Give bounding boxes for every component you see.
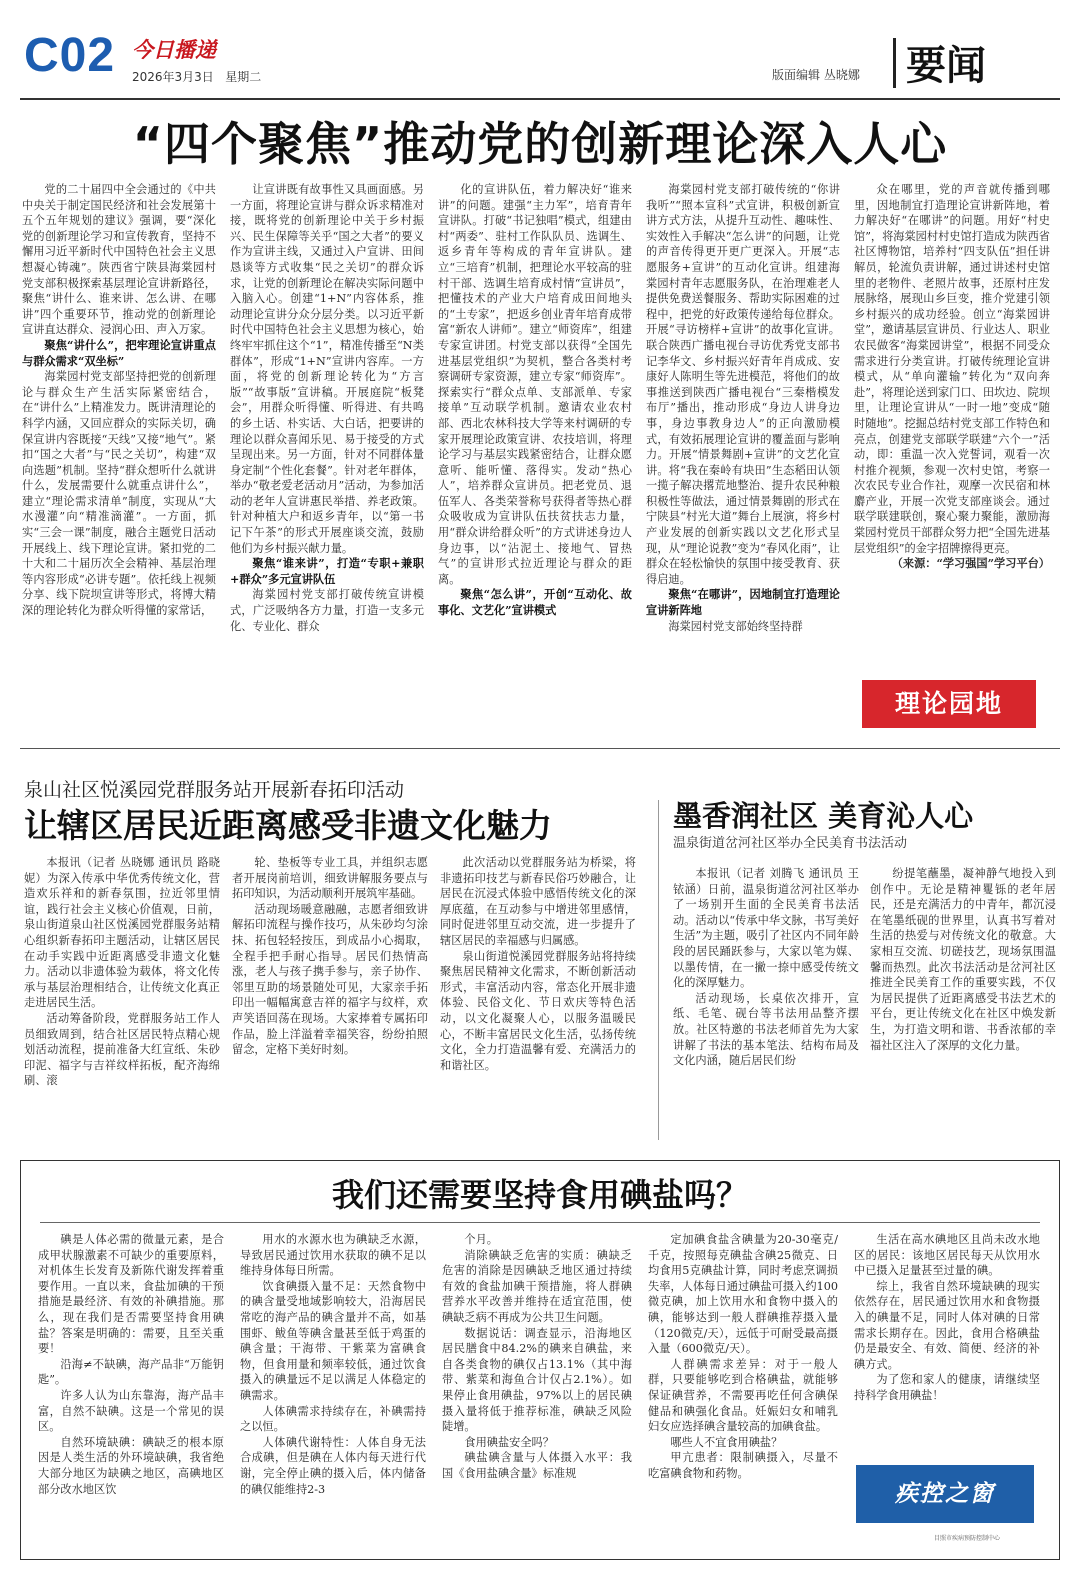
subheading: 聚焦“怎么讲”，开创“互动化、故事化、文艺化”宣讲模式 [438, 587, 632, 618]
page-number: C02 [24, 29, 116, 82]
paragraph: 用水的水源水也为碘缺乏水源，导致居民通过饮用水获取的碘不足以维持身体每日所需。 [240, 1233, 426, 1278]
weekday-text: 星期二 [225, 70, 262, 84]
paragraph: 甲亢患者：限制碘摄入，尽量不吃富碘食物和药物。 [648, 1451, 838, 1480]
article1-column-5 [854, 182, 1050, 672]
subheading: 聚焦“讲什么”，把牢理论宣讲重点与群众需求“双坐标” [22, 337, 216, 368]
paragraph: 消除碘缺乏危害的实质：碘缺乏危害的消除是因碘缺乏地区通过持续有效的食盐加碘干预措施，将人群碘营养水平改善并维持在适宜范围，使碘缺乏病不再成为公共卫生问题。 [442, 1248, 632, 1324]
section-title: 要闻 [906, 43, 986, 89]
article3-subtitle: 温泉街道岔河社区举办全民美育书法活动 [673, 836, 908, 851]
paragraph: 本报讯（记者 丛晓娜 通讯员 路晓妮）为深入传承中华优秀传统文化，营造欢乐祥和的新春氛围，拉近邻里情谊，践行社会主义核心价值观，日前，泉山街道泉山社区悦溪园党群服务站精心组织新春拓印主题活动，让辖区居民在动手实践中近距离感受非遗文化魅力。活动以非遗体验为载体，将文化传承与基层治理相结合，让传统文化真正走进居民生活。 [24, 856, 220, 1010]
paragraph: 许多人认为山东靠海，海产品丰富，自然不缺碘。这是一个常见的误区。 [38, 1388, 224, 1434]
subheading: 聚焦“在哪讲”，因地制宜打造理论宣讲新阵地 [646, 587, 840, 618]
paragraph: 海棠园村党支部打破传统的“你讲我听”“照本宣科”式宣讲，积极创新宣讲方式方法，从提升互动性、趣味性、实效性入手解决“怎么讲”的问题，让党的声音传得更开更广更深入。开展“志愿服务+宣讲”的互动化宣讲。组建海棠园村青年志愿服务队，在治理难老人提供免费送餐服务、帮助实际困难的过程中，把党的好政策传递给每位群众。开展“寻访榜样+宣讲”的故事化宣讲。联合陕西广播电视台寻访优秀党支部书记李华文、乡村振兴好青年肖成成、安康好人陈明生等先进模范，将他们的故事推送到陕西广播电视台“三秦楷模发布厅”播出，推动形成“身边人讲身边事，身边事教身边人”的正向激励模式，有效拓展理论宣讲的覆盖面与影响力。开展“情景舞剧+宣讲”的文艺化宣讲。将“我在秦岭有块田”生态稻田认领一揽子解决撂荒地整治、提升农民种粮积极性等做法，通过情景舞剧的形式在宁陕县“村光大道”舞台上展演，将乡村产业发展的创新实践以文艺化形式呈现，从“理论说教”变为“春风化雨”，让群众在轻松愉快的氛围中接受教育、获得启迪。 [646, 183, 840, 586]
date-text: 2026年3月3日 [132, 70, 214, 84]
cdc-logo-caption: 目照市疾病预防控制中心 [934, 1535, 1001, 1542]
theory-garden-badge: 理论园地 [862, 680, 1036, 728]
article3-column-1 [673, 866, 859, 1141]
paragraph: 海棠园村党支部始终坚持群 [668, 619, 803, 633]
article4-rule [40, 1222, 1040, 1223]
paragraph: 活动现场暖意融融，志愿者细致讲解拓印流程与操作技巧，从朱砂均匀涂抹、拓包轻轻按压，到成品小心揭取，全程手把手耐心指导。居民们热情高涨，老人与孩子携手参与，亲子协作、邻里互助的场景随处可见，大家亲手拓印出一幅幅寓意吉祥的福字与纹样，欢声笑语回荡在现场。大家捧着专属拓印作品，脸上洋溢着幸福笑容，纷纷拍照留念，定格下美好时刻。 [232, 902, 428, 1057]
article1-column-3 [438, 182, 632, 732]
paragraph: 活动现场，长桌依次排开，宣纸、毛笔、砚台等书法用品整齐摆放。社区特邀的书法老师首先为大家讲解了书法的基本笔法、结构布局及文化内涵，随后居民们纷 [673, 991, 859, 1068]
article2-column-1 [24, 855, 220, 1145]
paragraph: 食用碘盐安全吗？ [464, 1435, 554, 1449]
paragraph: 碘盐碘含量与人体摄入水平：我国《食用盐碘含量》标准规 [442, 1451, 632, 1480]
paragraph: 泉山街道悦溪园党群服务站将持续聚焦居民精神文化需求，不断创新活动形式，丰富活动内容，常态化开展非遗体验、民俗文化、节日欢庆等特色活动，以文化凝聚人心，以服务温暖民心，不断丰富居民文化生活，弘扬传统文化，全力打造温馨有爱、充满活力的和谐社区。 [440, 949, 636, 1072]
paper-name-logo: 今日播递 [132, 37, 216, 62]
header-rule [20, 98, 1060, 100]
article2-headline: 让辖区居民近距离感受非遗文化魅力 [24, 806, 552, 845]
article4-headline: 我们还需要坚持食用碘盐吗？ [331, 1176, 748, 1214]
article4-column-5 [854, 1232, 1040, 1457]
paragraph: 饮食碘摄入量不足：天然食物中的碘含量受地域影响较大，沿海居民常吃的海产品的碘含量并不高，如基围虾、鲅鱼等碘含量甚至低于鸡蛋的碘含量；干海带、干紫菜为富碘食物，但食用量和频率较低，通过饮食摄入的碘量远不足以满足人体稳定的碘需求。 [240, 1279, 426, 1402]
paragraph: 综上，我省自然环境缺碘的现实依然存在，居民通过饮用水和食物摄入的碘量不足，同时人体对碘的日常需求长期存在。因此，食用合格碘盐仍是最安全、有效、简便、经济的补碘方式。 [854, 1279, 1040, 1371]
column-divider [658, 800, 659, 1140]
paragraph: 沿海≠不缺碘，海产品非“万能钥匙”。 [38, 1357, 224, 1387]
paragraph: 定加碘食盐含碘量为20-30毫克/千克，按照每克碘盐含碘25微克、日均食用5克碘盐计算，同时考虑烹调损失率，人体每日通过碘盐可摄入约100微克碘，加上饮用水和食物中摄入的碘，能够达到一般人群碘推荐摄入量（120微克/天），远低于可耐受最高摄入量（600微克/天）。 [648, 1233, 838, 1356]
article4-column-4 [648, 1232, 838, 1552]
article4-column-2 [240, 1232, 426, 1552]
paragraph: 哪些人不宜食用碘盐？ [670, 1435, 783, 1449]
paragraph: 人体碘需求持续存在，补碘需持之以恒。 [240, 1404, 426, 1434]
article1-column-1 [22, 182, 216, 732]
article3-column-2 [870, 866, 1056, 1141]
paragraph: 个月。 [464, 1233, 498, 1246]
paragraph: 碘是人体必需的微量元素，是合成甲状腺激素不可缺少的重要原料，对机体生长发育及新陈代谢发挥着重要作用。一直以来，食盐加碘的干预措施是最经济、有效的补碘措施。那么，现在我们是否需要坚持食用碘盐？答案是明确的：需要，且至关重要！ [38, 1233, 224, 1356]
source-credit: （来源：“学习强国”学习平台） [891, 556, 1050, 571]
paragraph: 党的二十届四中全会通过的《中共中央关于制定国民经济和社会发展第十五个五年规划的建议》强调，要“深化党的创新理论学习和宣传教育，坚持不懈用习近平新时代中国特色社会主义思想凝心铸魂”。陕西省宁陕县海棠园村党支部积极探索基层理论宣讲新路径，聚焦“讲什么、谁来讲、怎么讲、在哪讲”四个重要环节，推动党的创新理论宣讲直达群众、浸润心田、声入万家。 [22, 183, 216, 337]
paragraph: 众在哪里，党的声音就传播到哪里，因地制宜打造理论宣讲新阵地，着力解决好“在哪讲”的问题。用好“村史馆”，将海棠园村村史馆打造成为陕西省社区博物馆，培养村“四支队伍”担任讲解员，轮流负责讲解，通过讲述村史馆里的老物件、老照片故事，还原村庄发展脉络，展现山乡巨变，推介党建引领乡村振兴的成功经验。创立“海棠园讲堂”，邀请基层宣讲员、行业达人、职业农民做客“海棠园讲堂”，根据不同受众需求进行分类宣讲。打破传统理论宣讲模式，从“单向灌输”转化为“双向奔赴”，将理论送到家门口、田坎边、院坝里，让理论宣讲从“一时一地”变成“随时随地”。挖掘总结村党支部工作特色和亮点，创建党支部联学联建“六个一”活动，即：重温一次入党誓词，观看一次村推介视频，参观一次村史馆，考察一次农民专业合作社，观摩一次民宿和林麝产业，开展一次党支部座谈会。通过联学联建联创，聚心聚力聚能，激励海棠园村党员干部群众努力把“全国先进基层党组织”的金字招牌擦得更亮。 [854, 183, 1050, 555]
section-divider [893, 38, 896, 88]
article4-column-1 [38, 1232, 224, 1552]
paragraph: 人群碘需求差异：对于一般人群，只要能够吃到合格碘盐，就能够保证碘营养，不需要再吃任何含碘保健品和碘强化食品。妊娠妇女和哺乳妇女应选择碘含量较高的加碘食盐。 [648, 1357, 838, 1434]
paragraph: 自然环境缺碘：碘缺乏的根本原因是人类生活的外环境缺碘，我省绝大部分地区为缺碘之地区，高碘地区部分改水地区饮 [38, 1435, 224, 1496]
paragraph: 海棠园村党支部打破传统宣讲模式，广泛吸纳各方力量，打造一支多元化、专业化、群众 [230, 588, 424, 633]
paragraph: 让宣讲既有故事性又具画面感。另一方面，将理论宣讲与群众诉求精准对接，既将党的创新理论中关于乡村振兴、民生保障等关乎“国之大者”的要义作为宣讲主线，又通过入户宣讲、田间恳谈等方式收集“民之关切”的群众诉求，让党的创新理论在解决实际问题中入脑入心。创建“1+N”内容体系，推动理论宣讲分众分层分类。以习近平新时代中国特色社会主义思想为核心，始终牢牢抓住这个“1”，精准传播至“N类群体”，形成“1+N”宣讲内容库。一方面，将党的创新理论转化为“方言版”“故事版”宣讲稿。开展庭院“板凳会”，用群众听得懂、听得进、有共鸣的乡土话、朴实话、大白话，把要讲的理论以群众喜闻乐见、易于接受的方式呈现出来。另一方面，针对不同群体量身定制“个性化套餐”。针对老年群体，举办“敬老爱老活动月”活动，为参加活动的老年人宣讲惠民举措、养老政策。针对种植大户和返乡青年，以“第一书记下午茶”的形式开展座谈交流，鼓励他们为乡村振兴献力量。 [230, 183, 424, 555]
paragraph: 纷提笔蘸墨，凝神静气地投入到创作中。无论是精神矍铄的老年居民，还是充满活力的中青年，都沉浸在笔墨纸砚的世界里，认真书写着对生活的热爱与对传统文化的敬意。大家相互交流、切磋技艺，现场氛围温馨而热烈。此次书法活动是岔河社区推进全民美育工作的重要实践，不仅为居民提供了近距离感受书法艺术的平台，更让传统文化在社区中焕发新生，为打造文明和谐、书香浓郁的幸福社区注入了深厚的文化力量。 [870, 867, 1056, 1052]
paragraph: 活动筹备阶段，党群服务站工作人员细致周到，结合社区居民特点精心规划活动流程，提前准备大红宣纸、朱砂印泥、福字与吉祥纹样拓板，配齐海绵刷、滚 [24, 1011, 220, 1088]
article3-headline: 墨香润社区 美育沁人心 [673, 799, 974, 833]
paragraph: 为了您和家人的健康，请继续坚持科学食用碘盐！ [854, 1373, 1040, 1402]
paragraph: 化的宣讲队伍，着力解决好“谁来讲”的问题。建强“主力军”，培育青年宣讲队。打破“书记独唱”模式，组建由村“两委”、驻村工作队队员、选调生、返乡青年等构成的青年宣讲队。建立“三培育”机制，把理论水平较高的驻村干部、选调生培育成村情“宣讲员”，把懂技术的产业大户培育成田间地头的“土专家”，把返乡创业青年培育成带富“新农人讲师”。建立“师资库”，组建专家宣讲团。村党支部以获得“全国先进基层党组织”为契机，整合各类村考察调研专家资源，建立专家“师资库”。探索实行“群众点单、支部派单、专家接单”互动联学机制。邀请农业农村部、西北农林科技大学等来村调研的专家开展理论政策宣讲、农技培训，将理论学习与基层实践紧密结合，让群众愿意听、能听懂、落得实。发动“热心人”，培养群众宣讲员。把老党员、退伍军人、各类荣誉称号获得者等热心群众吸收成为宣讲队伍扶贫扶志力量，用“群众讲给群众听”的方式讲述身边人身边事，以“沾泥土、接地气、冒热气”的宣讲形式拉近理论与群众的距离。 [438, 183, 632, 586]
issue-date [132, 68, 261, 85]
article2-kicker: 泉山社区悦溪园党群服务站开展新春拓印活动 [24, 779, 405, 801]
paragraph: 本报讯（记者 刘腾飞 通讯员 王铱涵）日前，温泉街道岔河社区举办了一场别开生面的全民美育书法活动。活动以“传承中华文脉，书写美好生活”为主题，吸引了社区内不同年龄段的居民踊跃参与，大家以笔为媒、以墨传情，在一撇一捺中感受传统文化的深厚魅力。 [673, 867, 859, 990]
article2-column-2 [232, 855, 428, 1145]
paragraph: 生活在高水碘地区且尚未改水地区的居民：该地区居民每天从饮用水中已摄入足量甚至过量的碘。 [854, 1233, 1040, 1278]
article1-column-2 [230, 182, 424, 732]
paragraph: 人体碘代谢特性：人体自身无法合成碘，但是碘在人体内每天进行代谢，完全停止碘的摄入后，体内储备的碘仅能维持2-3 [240, 1435, 426, 1496]
article4-column-3 [442, 1232, 632, 1552]
editor-credit: 版面编辑 丛晓娜 [772, 68, 860, 82]
cdc-window-logo: 疾控之窗 [856, 1465, 1034, 1523]
paragraph: 数据说话：调查显示，沿海地区居民膳食中84.2%的碘来自碘盐，来自各类食物的碘仅占13.1%（其中海带、紫菜和海鱼合计仅占2.1%）。如果停止食用碘盐，97%以上的居民碘摄入量将低于推荐标准，碘缺乏风险陡增。 [442, 1326, 632, 1434]
paragraph: 轮、垫板等专业工具，并组织志愿者开展岗前培训，细致讲解服务要点与拓印知识，为活动顺利开展筑牢基础。 [232, 856, 428, 901]
article-divider [20, 748, 1060, 749]
article1-column-4 [646, 182, 840, 732]
subheading: 聚焦“谁来讲”，打造“专职+兼职+群众”多元宣讲队伍 [230, 556, 424, 586]
article2-column-3 [440, 855, 636, 1145]
article1-headline: “四个聚焦”推动党的创新理论深入人心 [132, 117, 948, 171]
paragraph: 海棠园村党支部坚持把党的创新理论与群众生产生活实际紧密结合，在“讲什么”上精准发力。既讲清理论的科学内涵，又回应群众的实际关切，确保宣讲内容既接“天线”又接“地气”。紧扣“国之大者”与“民之关切”，构建“双向选题”机制。坚持“群众想听什么就讲什么，发展需要什么就重点讲什么”，建立“理论需求清单”制度，实现从“大水漫灌”向“精准滴灌”。一方面，抓实“三会一课”制度，融合主题党日活动开展线上、线下理论宣讲。紧扣党的二十大和二十届历次全会精神、基层治理等内容形成“必讲专题”。依托线上视频分享、线下院坝宣讲等形式，将博大精深的理论转化为群众听得懂的家常话， [22, 370, 216, 618]
paragraph: 此次活动以党群服务站为桥梁，将非遗拓印技艺与新春民俗巧妙融合，让居民在沉浸式体验中感悟传统文化的深厚底蕴，在互动参与中增进邻里感情，同时促进邻里互动交流，进一步提升了辖区居民的幸福感与归属感。 [440, 856, 636, 947]
